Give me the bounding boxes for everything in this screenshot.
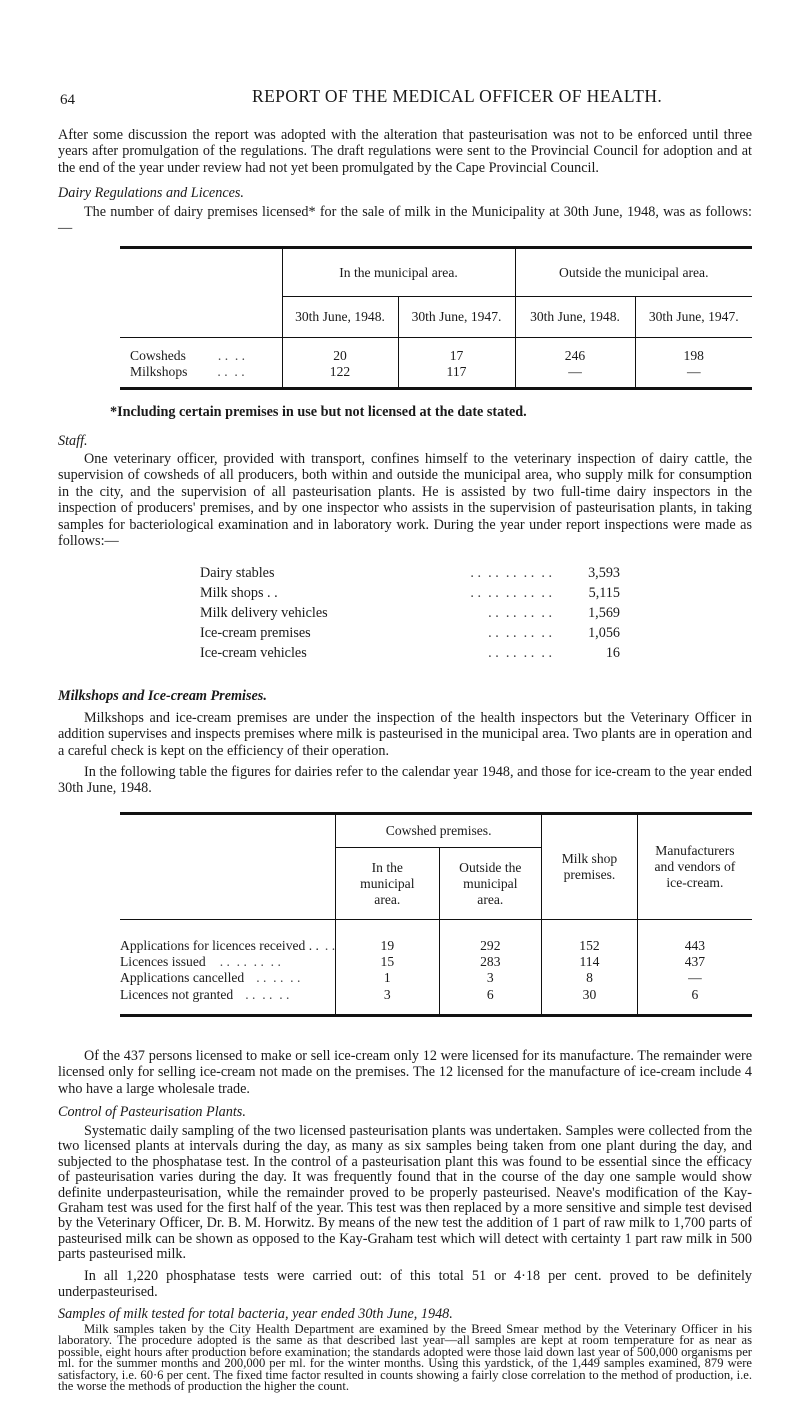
ice-cream-paragraph: Of the 437 persons licensed to make or sell ice-cream only 12 were licensed for its manufacture. The remainder were licensed only for selling ice-cream not made on the premises. The 12 licensed for the manufacture of ice-cream include 4 who have a large wholesale trade. <box>58 1048 752 1097</box>
licence-applications-table <box>120 812 752 1017</box>
col-in-1947: 30th June, 1947. <box>398 297 515 338</box>
list-item: Dairy stables . . . . . . . . . . 3,593 <box>200 565 620 581</box>
table-cell: 6 <box>439 987 542 1003</box>
sub-header-outside-municipal-area: Outside the municipal area. <box>439 848 542 920</box>
staff-paragraph: One veterinary officer, provided with transport, confines himself to the veterinary inspection of dairy cattle, the supervision of cowsheds of all producers, both within and outside the municipal area, who supply milk for consumption in the city, and the supervision of all pasteurisation plants. He is assisted by two full-time dairy inspectors in the inspection of producers' premises, and by one inspector who assists in the supervision of pasteurisation plants, in taking samples for bacteriological examination and in laboratory work. During the year under report inspections were made as follows:— <box>58 451 752 550</box>
table-cell: 122 <box>282 364 398 380</box>
table-cell: 15 <box>336 954 439 970</box>
table-cell: — <box>515 364 635 380</box>
row-label: Licences issued <box>120 953 206 969</box>
row-label: Applications for licences received . . <box>120 937 319 953</box>
list-item: Milk shops . . . . . . . . . . . . 5,115 <box>200 585 620 601</box>
table-corner-cell <box>120 248 282 338</box>
table-cell: 3 <box>336 987 439 1003</box>
samples-heading: Samples of milk tested for total bacteria, year ended 30th June, 1948. <box>58 1306 453 1322</box>
table-row: Applications for licences received . . . . 19 292 152 443 <box>120 938 752 954</box>
table-cell: 1 <box>336 970 439 986</box>
page-number: 64 <box>60 92 75 108</box>
row-label: Licences not granted <box>120 986 234 1002</box>
table-cell: 114 <box>542 954 638 970</box>
table-row: Applications cancelled . . . . . . 1 3 8 — <box>120 970 752 986</box>
row-label: Applications cancelled <box>120 970 245 986</box>
pasteurisation-paragraph-2: In all 1,220 phosphatase tests were carried out: of this total 51 or 4·18 per cent. proved to be definitely underpasteurised. <box>58 1268 752 1301</box>
list-item: Ice-cream premises . . . . . . . . 1,056 <box>200 625 620 641</box>
col-out-1948: 30th June, 1948. <box>515 297 635 338</box>
list-item: Milk delivery vehicles . . . . . . . . 1,569 <box>200 605 620 621</box>
samples-paragraph: Milk samples taken by the City Health Department are examined by the Breed Smear method by the Veterinary Officer in his laboratory. The procedure adopted is the same as that described last year—all samples are kept at room temperature for as near as possible, eight hours after production before examination; the standards adopted were those laid down last year of 500,000 organisms per ml. for the summer months and 200,000 per ml. for the winter months. Using this yardstick, of the 1,449 samples examined, 879 were satisfactory, i.e. 60·6 per cent. The fixed time factor resulted in counts showing a fairly close correlation to the method of production, i.e. the worse the methods of production the higher the count. <box>58 1322 752 1394</box>
table-cell: — <box>688 970 702 986</box>
table-corner-cell <box>120 814 336 920</box>
dairy-licence-table <box>120 246 752 390</box>
row-label-milkshops: Milkshops <box>130 363 188 379</box>
table-cell: — <box>686 363 701 379</box>
list-item: Ice-cream vehicles . . . . . . . . 16 <box>200 645 620 661</box>
table-cell: 437 <box>684 953 706 969</box>
pasteurisation-paragraph-1: Systematic daily sampling of the two licensed pasteurisation plants was undertaken. Samples were collected from the two licensed plants at intervals during the day, as many as six samples being taken from one plant during the day, and subjected to the phosphatase test. In the control of a pasteurisation plant this was found to be essential since the efficacy of pasteurisation varies during the day. It was frequently found that in the course of the day one sample would show definite underpasteurisation, while the remainder proved to be properly pasteurised. Neave's modification of the Kay-Graham test was used for the first half of the year. This test was then replaced by a more sensitive and simple test devised by the Veterinary Officer, Dr. B. M. Horwitz. By means of the new test the addition of 1 part of raw milk to 1,700 parts of pasteurised milk can be shown as opposed to the Kay-Graham test which will detect with certainty 1 part raw milk in 500 parts pasteurised milk. <box>58 1123 752 1263</box>
table-cell: 20 <box>282 348 398 364</box>
table-cell: 117 <box>398 364 515 380</box>
table-cell: 17 <box>398 348 515 364</box>
header-ice-cream-manufacturers: Manufacturers and vendors of ice-cream. <box>637 814 752 920</box>
col-in-1948: 30th June, 1948. <box>282 297 398 338</box>
table-cell: 30 <box>542 987 638 1003</box>
table-row: Milkshops . . . . 122 117 — — <box>120 364 752 380</box>
table-footnote: *Including certain premises in use but not licensed at the date stated. <box>110 404 527 420</box>
sub-header-in-municipal-area: In the municipal area. <box>336 848 439 920</box>
header-cowshed-premises: Cowshed premises. <box>336 814 542 848</box>
intro-paragraph: After some discussion the report was adopted with the alteration that pasteurisation was not to be enforced until three years after promulgation of the regulations. The draft regulations were sent to the Provincial Council for adoption and at the end of the year under review had not yet been promulgated by the Cape Provincial Council. <box>58 127 752 176</box>
dairy-regulations-paragraph: The number of dairy premises licensed* for the sale of milk in the Municipality at 30th June, 1948, was as follows:— <box>58 204 752 237</box>
header-milk-shop-premises: Milk shop premises. <box>542 814 638 920</box>
table-cell: 3 <box>439 970 542 986</box>
table-cell: 6 <box>691 986 699 1002</box>
pasteurisation-heading: Control of Pasteurisation Plants. <box>58 1104 246 1120</box>
row-label-cowsheds: Cowsheds <box>130 347 186 363</box>
inspections-list <box>200 565 620 665</box>
table-cell: 246 <box>515 348 635 364</box>
table-cell: 292 <box>439 938 542 954</box>
milkshops-paragraph-2: In the following table the figures for dairies refer to the calendar year 1948, and those for ice-cream to the year ended 30th June, 1948. <box>58 764 752 797</box>
col-out-1947: 30th June, 1947. <box>635 297 752 338</box>
table-row: Licences not granted . . . . . . 3 6 30 6 <box>120 987 752 1003</box>
table-row: Licences issued . . . . . . . . 15 283 114 437 <box>120 954 752 970</box>
header-in-municipal-area: In the municipal area. <box>282 248 515 297</box>
table-cell: 8 <box>542 970 638 986</box>
table-cell: 283 <box>439 954 542 970</box>
table-row: Cowsheds . . . . 20 17 246 198 <box>120 348 752 364</box>
table-cell: 198 <box>683 347 704 363</box>
table-cell: 152 <box>542 938 638 954</box>
running-header: REPORT OF THE MEDICAL OFFICER OF HEALTH. <box>252 86 663 106</box>
table-cell: 19 <box>336 938 439 954</box>
milkshops-heading: Milkshops and Ice-cream Premises. <box>58 688 267 704</box>
milkshops-paragraph-1: Milkshops and ice-cream premises are under the inspection of the health inspectors but the Veterinary Officer in addition supervises and inspects premises where milk is pasteurised in the municipal area. Two plants are in operation and a careful check is kept on the efficiency of their operation. <box>58 710 752 759</box>
table-cell: 443 <box>684 937 706 953</box>
staff-heading: Staff. <box>58 433 88 449</box>
header-outside-municipal-area: Outside the municipal area. <box>515 248 752 297</box>
dairy-regulations-heading: Dairy Regulations and Licences. <box>58 185 244 201</box>
